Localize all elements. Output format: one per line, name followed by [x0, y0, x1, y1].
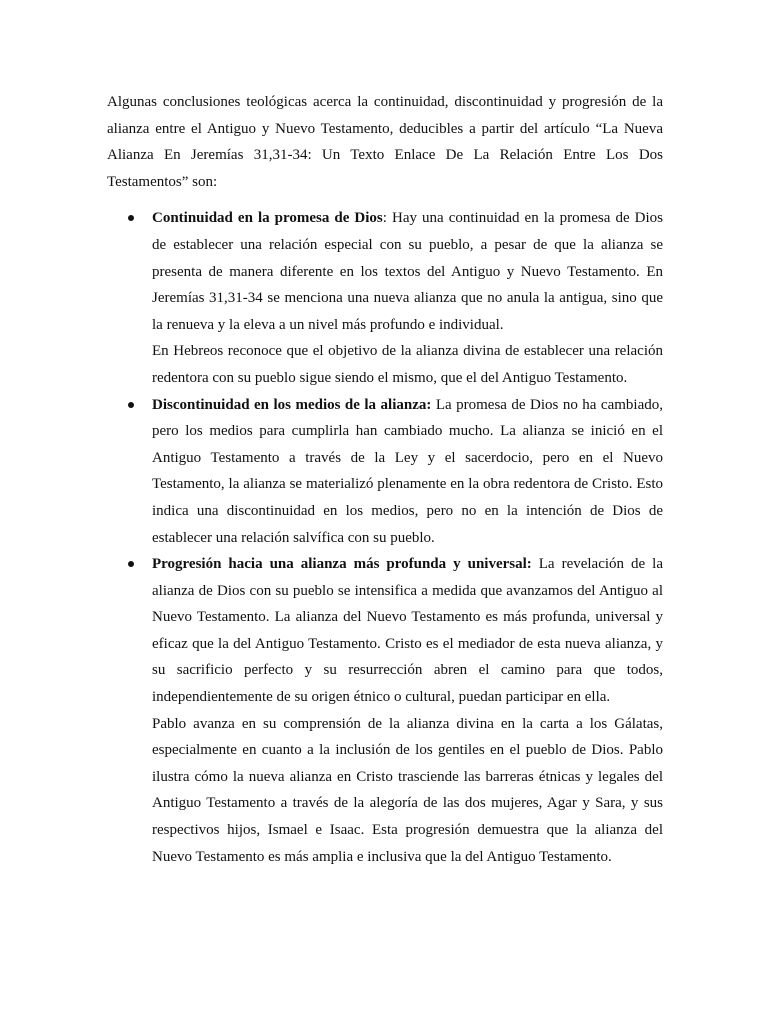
intro-paragraph: Algunas conclusiones teológicas acerca la continuidad, discontinuidad y progresión de la alianza entre el Antiguo y Nuevo Testamento, deducibles a partir del artículo “La Nueva Alianza En Jeremías 31,31-34: Un Texto Enlace De La Relación Entre Los Dos Testamentos” son:: [107, 94, 663, 190]
bullet-term: Progresión hacia una alianza más profunda y universal:: [152, 556, 532, 573]
bullet-text: La revelación de la alianza de Dios con su pueblo se intensifica a medida que avanzamos del Antiguo al Nuevo Testamento. La alianza del Nuevo Testamento es más profunda, universal y eficaz que la del Antiguo Testamento. Cristo es el mediador de esta nueva alianza, y su sacrificio perfecto y su resurrección abren el camino para que todos, independientemente de su origen étnico o cultural, puedan participar en ella.: [152, 556, 663, 706]
conclusion-continuity: [107, 205, 663, 391]
bullet-dot-icon: [128, 402, 134, 408]
bullet-term: Discontinuidad en los medios de la alianza:: [152, 396, 432, 413]
conclusions-list: [107, 205, 663, 870]
bullet-term: Continuidad en la promesa de Dios: [152, 210, 383, 227]
bullet-extra-paragraph: Pablo avanza en su comprensión de la alianza divina en la carta a los Gálatas, especialmente en cuanto a la inclusión de los gentiles en el pueblo de Dios. Pablo ilustra cómo la nueva alianza en Cristo trasciende las barreras étnicas y legales del Antiguo Testamento a través de la alegoría de las dos mujeres, Agar y Sara, y sus respectivos hijos, Ismael e Isaac. Esta progresión demuestra que la alianza del Nuevo Testamento es más amplia e inclusiva que la del Antiguo Testamento.: [152, 715, 663, 865]
conclusion-discontinuity: [107, 392, 663, 552]
bullet-extra-paragraph: En Hebreos reconoce que el objetivo de la alianza divina de establecer una relación redentora con su pueblo sigue siendo el mismo, que el del Antiguo Testamento.: [152, 343, 663, 386]
bullet-text: La promesa de Dios no ha cambiado, pero los medios para cumplirla han cambiado mucho. La alianza se inició en el Antiguo Testamento a través de la Ley y el sacerdocio, pero en el Nuevo Testamento, la alianza se materializó plenamente en la obra redentora de Cristo. Esto indica una discontinuidad en los medios, pero no en la intención de Dios de establecer una relación salvífica con su pueblo.: [152, 396, 663, 546]
bullet-paragraph: [152, 205, 663, 338]
bullet-dot-icon: [128, 215, 134, 221]
bullet-dot-icon: [128, 561, 134, 567]
document-body: [107, 89, 663, 870]
bullet-paragraph: [152, 392, 663, 552]
bullet-text: : Hay una continuidad en la promesa de Dios de establecer una relación especial con su pueblo, a pesar de que la alianza se presenta de manera diferente en los textos del Antiguo y Nuevo Testamento. En Jeremías 31,31-34 se menciona una nueva alianza que no anula la antigua, sino que la renueva y la eleva a un nivel más profundo e individual.: [152, 210, 663, 333]
conclusion-progression: [107, 551, 663, 870]
bullet-paragraph: [152, 551, 663, 711]
